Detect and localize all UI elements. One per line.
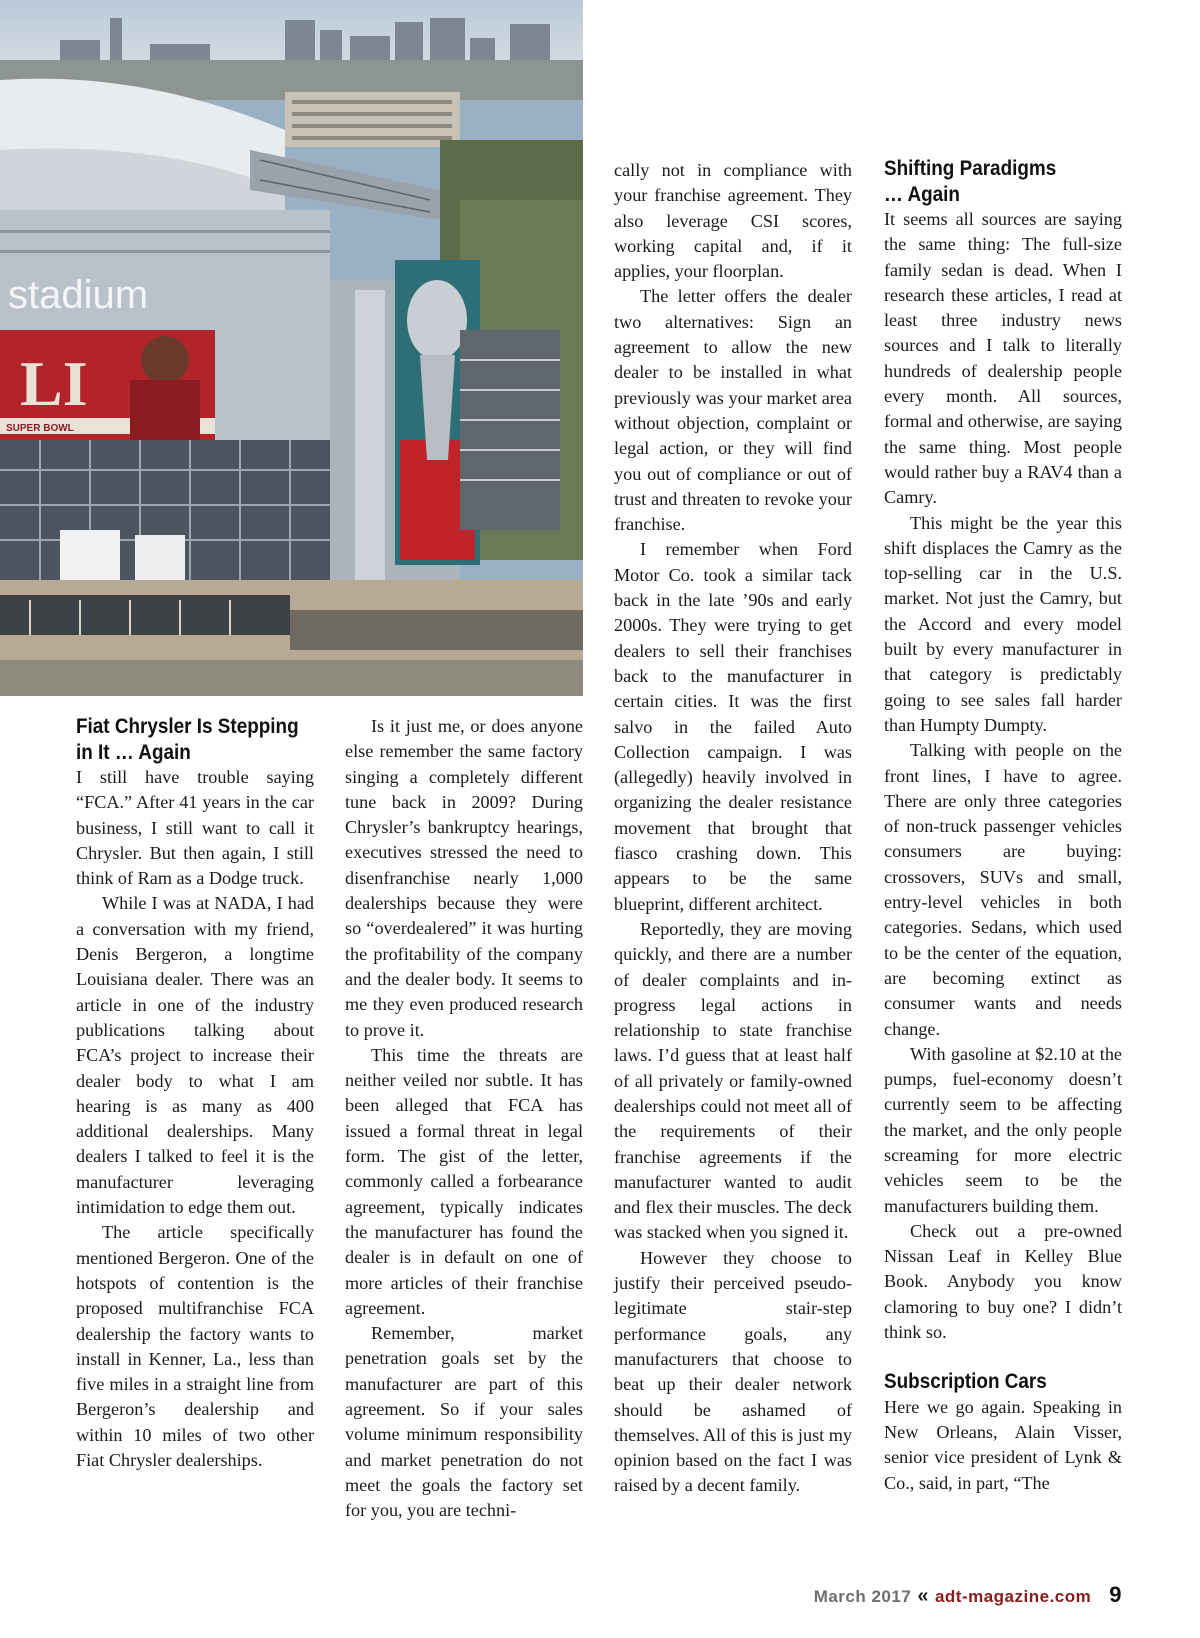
stadium-sign: stadium: [8, 273, 149, 317]
col1-para-1: I still have trouble saying “FCA.” After 41 years in the car business, I still want to call it Chrysler. But then again, I still think of Ram as a Dodge truck.: [76, 767, 314, 889]
col4-para-3: Talking with people on the front lines, I have to agree. There are only three categories of non-truck passenger vehicles consumers are buying: crossovers, SUVs and small, entry-level vehicles in both categories. Sedans, which used to be the center of the equation, are becoming extinct as consumer wants and needs change.: [884, 740, 1122, 1039]
col4-para-4: With gasoline at $2.10 at the pumps, fuel-economy doesn’t currently seem to be affecting the market, and the only people screaming for more electric vehicles seem to be the manufacturers building them.: [884, 1043, 1122, 1216]
col3-para-4: Reportedly, they are moving quickly, and there are a number of dealer complaints and in-progress legal actions in relationship to state franchise laws. I’d guess that at least half of all privately or family-owned dealerships could not meet all of the requirements of their franchise agreements if the manufacturer wanted to audit and flex their muscles. The deck was stacked when you signed it.: [614, 918, 852, 1243]
site-link[interactable]: adt-magazine.com: [934, 1587, 1092, 1606]
col2-para-3: Remember, market penetration goals set by the manufacturer are part of this agreement. So if your sales volume minimum responsibility and market penetration do not meet the goals the factory set for you, you are techni-: [345, 1323, 583, 1521]
heading-subscription-cars: Subscription Cars: [884, 1370, 1047, 1394]
col4-para-2: This might be the year this shift displaces the Camry as the top-selling car in the U.S. market. Not just the Camry, but the Accord and every model built by every manufacturer in that category is predictably going to see sales fall harder than Humpty Dumpty.: [884, 512, 1122, 735]
banner-numeral: LI: [20, 348, 88, 419]
col3-para-3: I remember when Ford Motor Co. took a similar tack back in the late ’90s and early 2000s. They were trying to get dealers to sell their franchises back to the manufacturer in certain cities. It was the first salvo in the failed Auto Collection campaign. I was (allegedly) heavily involved in organizing the dealer resistance movement that brought that fiasco crashing down. This appears to be the same blueprint, different architect.: [614, 539, 852, 914]
banner-text: SUPER BOWL: [6, 423, 74, 434]
stadium-photo: [0, 0, 583, 696]
col2-para-2: This time the threats are neither veiled nor subtle. It has been alleged that FCA has issued a formal threat in legal form. The gist of the letter, commonly called a forbearance agreement, typically indicates the manufacturer has found the dealer is in default on one of more articles of their franchise agreement.: [345, 1044, 583, 1318]
col4-para-1: It seems all sources are saying the same thing: The full-size family sedan is dead. When I research these articles, I read at least three industry news sources and I talk to literally hundreds of dealership people every month. All sources, formal and otherwise, are saying the same thing. Most people would rather buy a RAV4 than a Camry.: [884, 209, 1122, 508]
col1-para-3: The article specifically mentioned Bergeron. One of the hotspots of contention is the proposed multifranchise FCA dealership the factory wants to install in Kenner, La., less than five miles in a straight line from Bergeron’s dealership and within 10 miles of two other Fiat Chrysler dealerships.: [76, 1222, 314, 1471]
section-gap: [884, 1345, 1122, 1369]
heading-fiat-chrysler: Fiat Chrysler Is Stepping in It … Again: [76, 715, 299, 764]
col1-para-2: While I was at NADA, I had a conversation with my friend, Denis Bergeron, a longtime Louisiana dealer. There was an article in one of the industry publications talking about FCA’s project to increase their dealer body to what I am hearing is as many as 400 additional dealerships. Many dealers I talked to feel it is the manufacturer leveraging intimidation to edge them out.: [76, 893, 314, 1218]
col2-para-1: Is it just me, or does anyone else remember the same factory singing a completely different tune back in 2009? During Chrysler’s bankruptcy hearings, executives stressed the need to disenfranchise nearly 1,000 dealerships because they were so “overdealered” it was hurting the profitability of the company and the dealer body. It seems to me they even produced research to prove it.: [345, 716, 583, 1040]
page-number: 9: [1109, 1582, 1122, 1607]
col3-para-5: However they choose to justify their perceived pseudo-legitimate stair-step performance goals, any manufacturers that choose to beat up their dealer network should be ashamed of themselves. All of this is just my opinion based on the fact I was raised by a decent family.: [614, 1247, 852, 1496]
column-4: [884, 156, 1122, 1496]
column-3: [614, 158, 852, 1499]
col4-para-6: Here we go again. Speaking in New Orleans, Alain Visser, senior vice president of Lynk & Co., said, in part, “The: [884, 1396, 1122, 1493]
issue-date: March 2017: [813, 1587, 912, 1606]
col3-para-1: cally not in compliance with your franchise agreement. They also leverage CSI scores, working capital and, if it applies, your floorplan.: [614, 160, 852, 282]
column-2: [345, 714, 583, 1524]
footer-separator: «: [917, 1585, 929, 1607]
stadium-illustration: [0, 0, 583, 696]
heading-shifting-paradigms: Shifting Paradigms … Again: [884, 157, 1057, 206]
col4-para-5: Check out a pre-owned Nissan Leaf in Kelley Blue Book. Anybody you know clamoring to buy one? I didn’t think so.: [884, 1220, 1122, 1343]
page-footer: [814, 1582, 1122, 1608]
column-1: [76, 714, 314, 1473]
col3-para-2: The letter offers the dealer two alternatives: Sign an agreement to allow the new dealer to be installed in what previously was your market area without objection, complaint or legal action, or they will find you out of compliance or out of trust and threaten to revoke your franchise.: [614, 286, 852, 535]
